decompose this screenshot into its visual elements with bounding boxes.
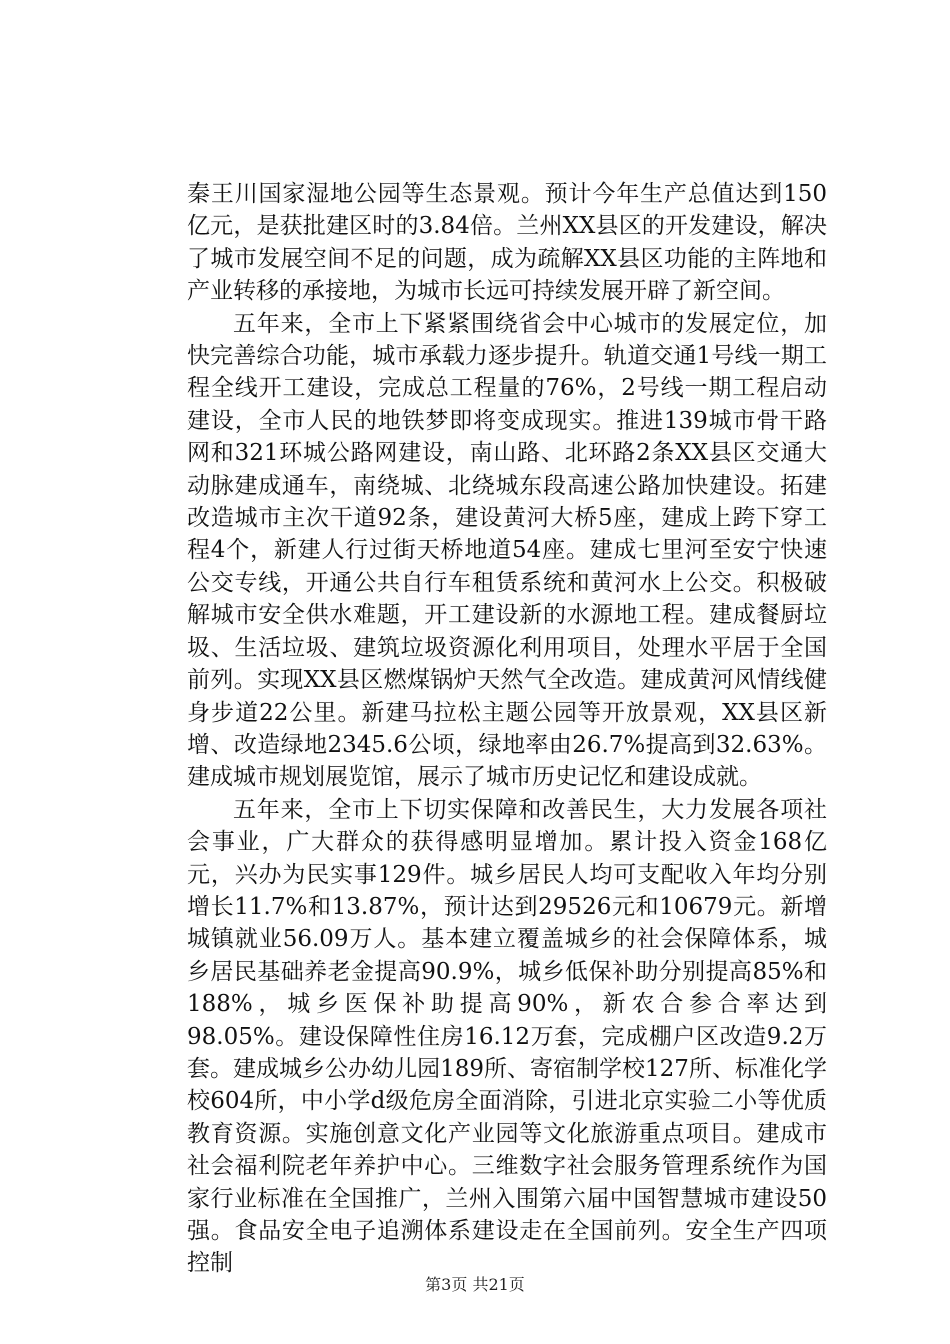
paragraph-1: 秦王川国家湿地公园等生态景观。预计今年生产总值达到150亿元，是获批建区时的3.84倍。兰州XX县区的开发建设，解决了城市发展空间不足的问题，成为疏解XX县区功能的主阵地和产业转移的承接地，为城市长远可持续发展开辟了新空间。: [187, 181, 827, 305]
paragraph-3: 五年来，全市上下切实保障和改善民生，大力发展各项社会事业，广大群众的获得感明显增加。累计投入资金168亿元，兴办为民实事129件。城乡居民人均可支配收入年均分别增长11.7%和13.87%，预计达到29526元和10679元。新增城镇就业56.09万人。基本建立覆盖城乡的社会保障体系，城乡居民基础养老金提高90.9%，城乡低保补助分别提高85%和188%，城乡医保补助提高90%，新农合参合率达到98.05%。建设保障性住房16.12万套，完成棚户区改造9.2万套。建成城乡公办幼儿园189所、寄宿制学校127所、标准化学校604所，中小学d级危房全面消除，引进北京实验二小等优质教育资源。实施创意文化产业园等文化旅游重点项目。建成市社会福利院老年养护中心。三维数字社会服务管理系统作为国家行业标准在全国推广，兰州入围第六届中国智慧城市建设50强。食品安全电子追溯体系建设走在全国前列。安全生产四项控制: [187, 796, 827, 1277]
page-number-footer: 第3页 共21页: [425, 1275, 525, 1294]
paragraph-2: 五年来，全市上下紧紧围绕省会中心城市的发展定位，加快完善综合功能，城市承载力逐步提升。轨道交通1号线一期工程全线开工建设，完成总工程量的76%，2号线一期工程启动建设，全市人民的地铁梦即将变成现实。推进139城市骨干路网和321环城公路网建设，南山路、北环路2条XX县区交通大动脉建成通车，南绕城、北绕城东段高速公路加快建设。拓建改造城市主次干道92条，建设黄河大桥5座，建成上跨下穿工程4个，新建人行过街天桥地道54座。建成七里河至安宁快速公交专线，开通公共自行车租赁系统和黄河水上公交。积极破解城市安全供水难题，开工建设新的水源地工程。建成餐厨垃圾、生活垃圾、建筑垃圾资源化利用项目，处理水平居于全国前列。实现XX县区燃煤锅炉天然气全改造。建成黄河风情线健身步道22公里。新建马拉松主题公园等开放景观，XX县区新增、改造绿地2345.6公顷，绿地率由26.7%提高到32.63%。建成城市规划展览馆，展示了城市历史记忆和建设成就。: [187, 310, 827, 791]
document-body: [187, 178, 827, 1280]
